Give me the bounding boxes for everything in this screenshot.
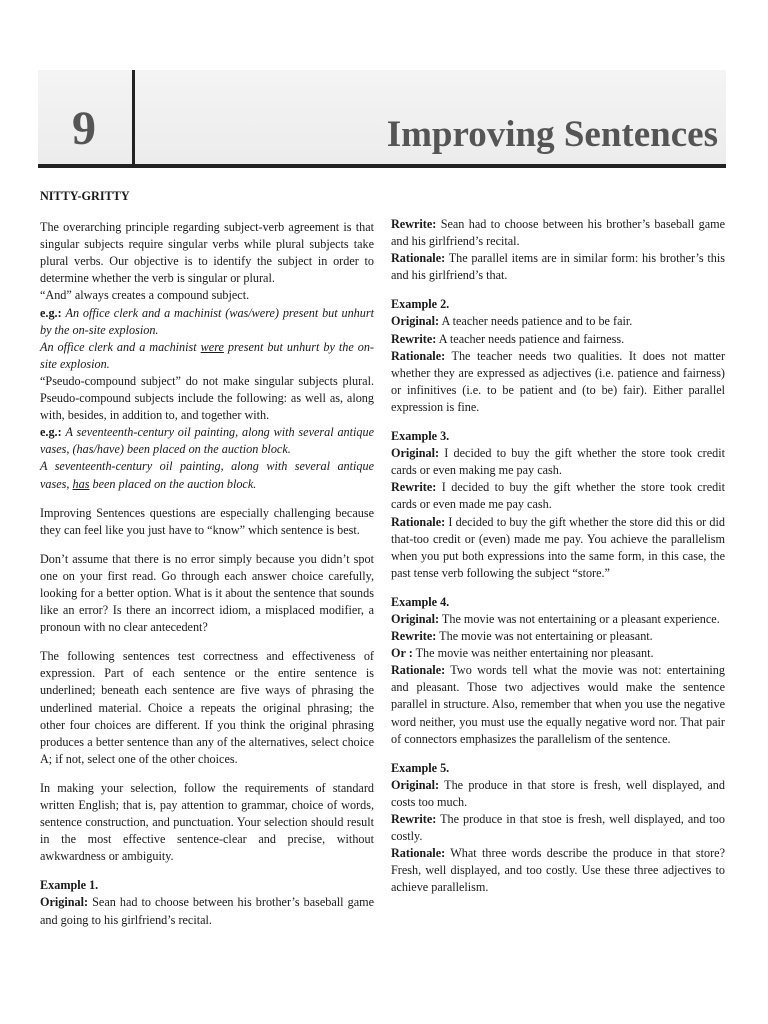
- example-title: Example 1.: [40, 878, 99, 893]
- example-original: [391, 445, 725, 479]
- example-rationale: [391, 845, 725, 896]
- example-title: Example 5.: [391, 760, 450, 775]
- header-rule: [38, 164, 726, 168]
- rationale-text: What three words describe the produce in that store? Fresh, well displayed, and too costly. Use these three adjectives to achieve parallelism.: [391, 846, 726, 895]
- example-original: [40, 894, 374, 928]
- or-label: Or :: [391, 646, 413, 661]
- rewrite-label: Rewrite:: [391, 812, 437, 826]
- original-text: The movie was not entertaining or a pleasant experience.: [441, 611, 720, 626]
- chapter-number: 9: [72, 102, 96, 155]
- example-answer: [40, 339, 374, 373]
- rewrite-label: Rewrite:: [391, 480, 437, 495]
- paragraph: The overarching principle regarding subject-verb agreement is that singular subjects require singular verbs while plural subjects take plural verbs. Our objective is to identify the subject in order to determine whether the verb is singular or plural.: [40, 220, 374, 286]
- example-title: Example 3.: [391, 429, 450, 444]
- paragraph: Don’t assume that there is no error simply because you didn’t spot one on your first read. Go through each answer choice carefully, looking for a better option. What is it about the sentence that sounds like an error? Is there an incorrect idiom, a misplaced modifier, a pronoun with no clear antecedent?: [40, 551, 374, 635]
- original-text: I decided to buy the gift whether the store took credit cards or even making me pay cash.: [391, 446, 725, 478]
- paragraph: “And” always creates a compound subject.: [40, 288, 250, 303]
- eg-text: An office clerk and a machinist (was/were) present but unhurt by the on-site explosion.: [40, 305, 374, 337]
- answer-text: present but unhurt by the on-site explosion.: [40, 339, 374, 371]
- paragraph: “Pseudo-compound subject” do not make singular subjects plural. Pseudo-compound subjects include the following: as well as, along with, besides, in addition to, and together with.: [40, 373, 374, 423]
- rationale-label: Rationale:: [391, 846, 446, 861]
- example-rationale: [391, 348, 725, 416]
- paragraph: In making your selection, follow the requirements of standard written English; that is, pay attention to grammar, choice of words, sentence construction, and punctuation. Your selection should result in the most effective sentence-clear and precise, without awkwardness or ambiguity.: [40, 780, 374, 864]
- rationale-label: Rationale:: [391, 663, 446, 678]
- rationale-text: The teacher needs two qualities. It does not matter whether they are expressed as adjectives (i.e. patience and fairness) or infinitives (i.e. to be patient and (to be) fair). Either parallel expression is fine.: [391, 348, 725, 414]
- example-rationale: [391, 662, 725, 747]
- chapter-title: Improving Sentences: [386, 114, 718, 155]
- rationale-text: I decided to buy the gift whether the store did this or did that-too credit or (even) made me pay. You achieve the parallelism when you put both expressions into the same form, in this case, the past tense verb following the subject “store.”: [391, 514, 725, 580]
- rationale-text: The parallel items are in similar form: his brother’s this and his girlfriend’s that.: [391, 251, 726, 283]
- original-text: The produce in that store is fresh, well displayed, and costs too much.: [391, 777, 725, 809]
- rewrite-text: I decided to buy the gift whether the store took credit cards or even made me pay cash.: [391, 480, 726, 512]
- example-rewrite: [391, 811, 725, 845]
- example-sentence: [40, 424, 374, 458]
- example-rewrite: [391, 331, 725, 348]
- original-label: Original:: [40, 895, 89, 910]
- or-text: The movie was neither entertaining nor pleasant.: [415, 646, 654, 661]
- section-title: NITTY-GRITTY: [40, 189, 130, 203]
- example-title: Example 4.: [391, 594, 450, 609]
- answer-text: An office clerk and a machinist: [40, 339, 201, 354]
- rewrite-text: The produce in that stoe is fresh, well displayed, and too costly.: [391, 812, 725, 844]
- paragraph: The following sentences test correctness and effectiveness of expression. Part of each sentence or the entire sentence is underlined; beneath each sentence are five ways of phrasing the underlined material. Choice a repeats the original phrasing; the other four choices are different. If you think the original phrasing produces a better sentence than any of the alternatives, select choice A; if not, select one of the other choices.: [40, 649, 374, 766]
- rewrite-label: Rewrite:: [391, 217, 437, 231]
- example-rationale: [391, 250, 725, 284]
- answer-text: A seventeenth-century oil painting, along with several antique vases,: [40, 459, 374, 491]
- original-label: Original:: [391, 777, 440, 792]
- example-sentence: [40, 305, 374, 339]
- example-original: [391, 611, 725, 628]
- example-rewrite: [391, 628, 725, 645]
- rationale-label: Rationale:: [391, 514, 446, 529]
- rationale-text: Two words tell what the movie was not: entertaining and pleasant. Those two adjectives would make the sentence parallel in structure. Also, remember that when you use the negative word neither, you must use the equally negative word nor. That pair of connectors emphasizes the parallelism of the sentence.: [391, 663, 725, 746]
- original-label: Original:: [391, 314, 440, 329]
- example-rationale: [391, 514, 725, 582]
- example-title: Example 2.: [391, 297, 450, 312]
- left-column: [40, 188, 374, 929]
- example-answer: [40, 458, 374, 492]
- answer-underlined: were: [200, 339, 224, 354]
- example-original: [391, 777, 725, 811]
- example-original: [391, 313, 725, 330]
- rewrite-text: Sean had to choose between his brother’s baseball game and his girlfriend’s recital.: [391, 217, 726, 249]
- right-column: [391, 216, 725, 896]
- eg-label: e.g.:: [40, 425, 62, 440]
- answer-underlined: has: [72, 476, 90, 491]
- original-text: A teacher needs patience and to be fair.: [441, 314, 633, 329]
- rewrite-label: Rewrite:: [391, 629, 437, 644]
- example-rewrite: [391, 479, 725, 513]
- rewrite-text: A teacher needs patience and fairness.: [438, 331, 625, 346]
- original-label: Original:: [391, 611, 440, 626]
- rewrite-text: The movie was not entertaining or pleasant.: [439, 629, 653, 644]
- eg-label: e.g.:: [40, 305, 62, 320]
- original-text: Sean had to choose between his brother’s baseball game and going to his girlfriend’s recital.: [40, 895, 374, 927]
- answer-text: been placed on the auction block.: [89, 476, 257, 491]
- example-rewrite: [391, 216, 725, 250]
- rationale-label: Rationale:: [391, 251, 446, 266]
- original-label: Original:: [391, 446, 440, 461]
- example-or: [391, 645, 725, 662]
- paragraph: Improving Sentences questions are especially challenging because they can feel like you just have to “know” which sentence is best.: [40, 505, 374, 537]
- rationale-label: Rationale:: [391, 348, 446, 363]
- eg-text: A seventeenth-century oil painting, along with several antique vases, (has/have) been placed on the auction block.: [40, 425, 374, 457]
- header-divider: [132, 70, 135, 168]
- rewrite-label: Rewrite:: [391, 331, 437, 346]
